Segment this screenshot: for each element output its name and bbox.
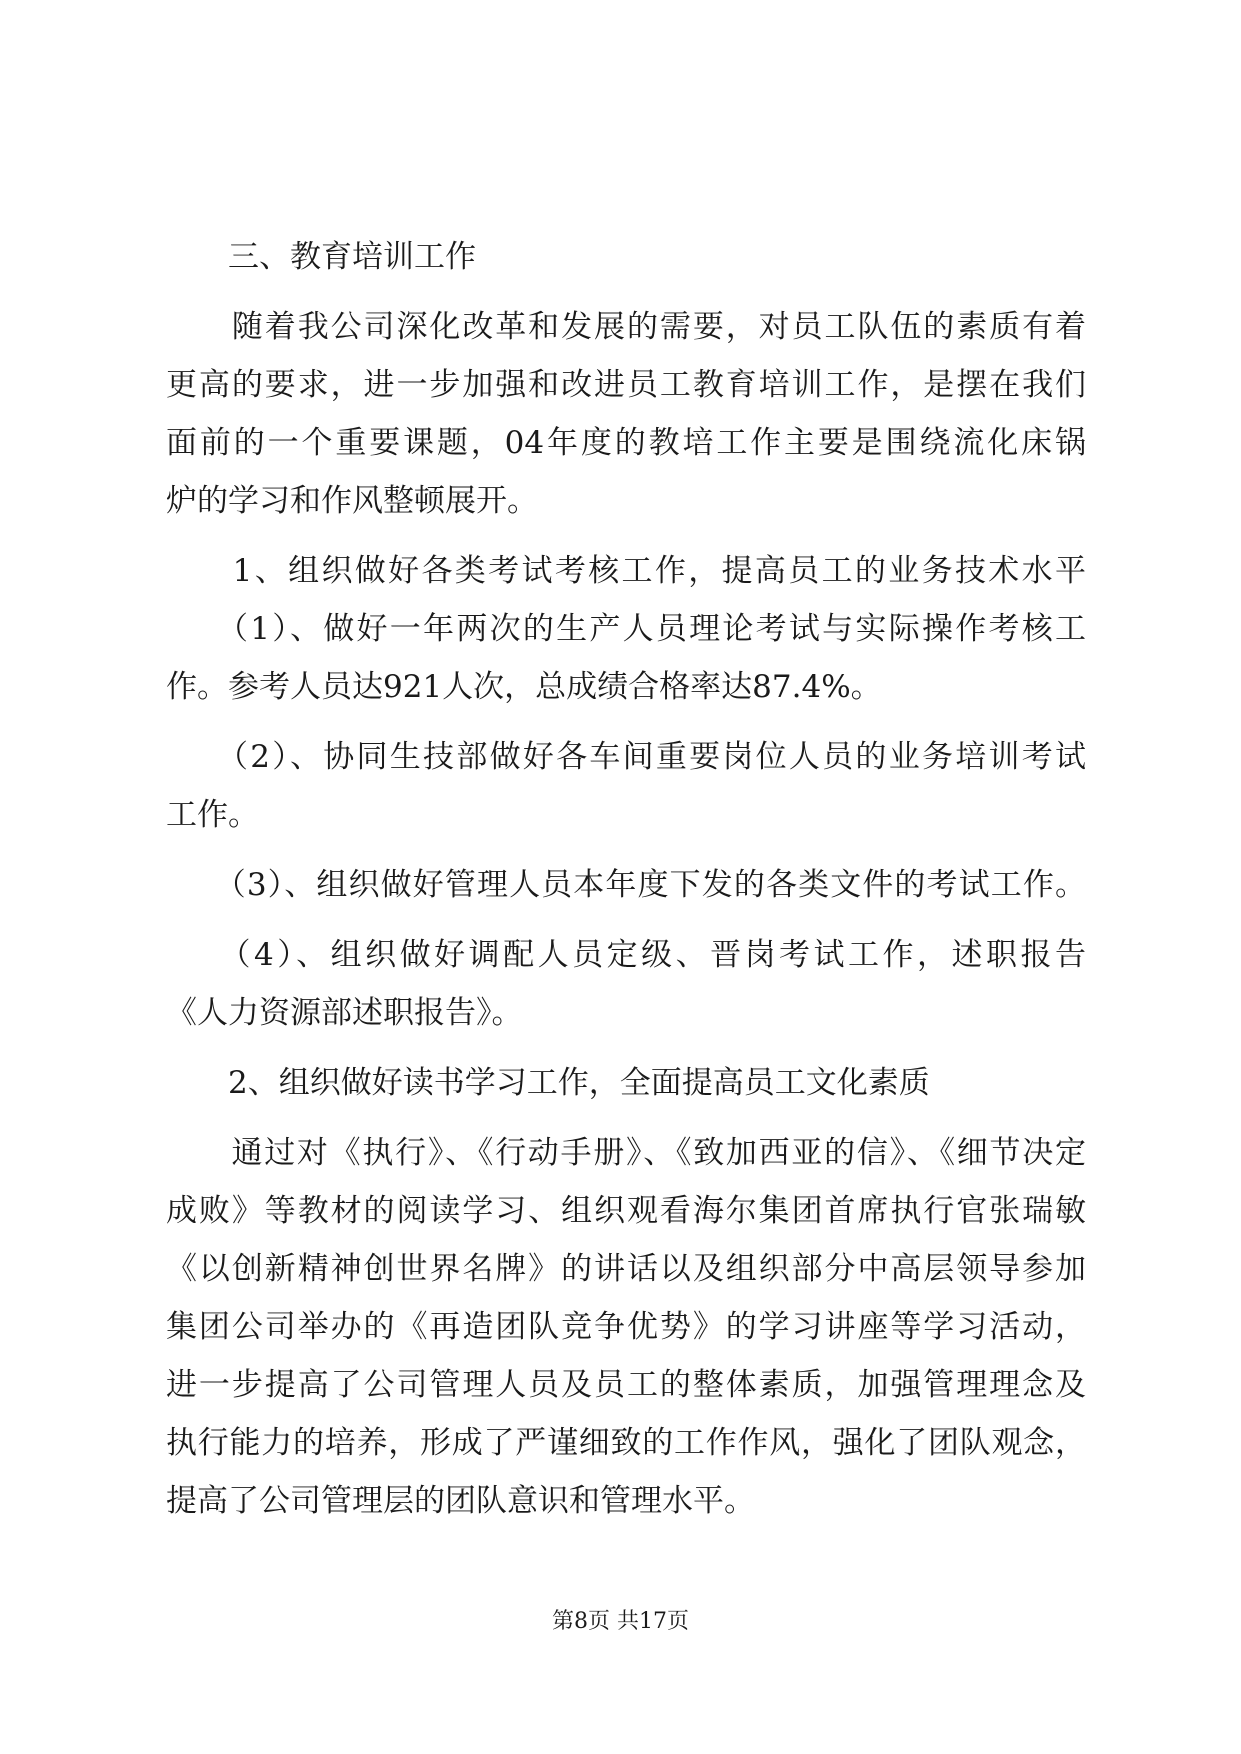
paragraph-line: （2）、协同生技部做好各车间重要岗位人员的业务培训考试 <box>166 739 1086 775</box>
paragraph-line: 进一步提高了公司管理人员及员工的整体素质，加强管理理念及 <box>166 1367 1086 1403</box>
paragraph-line: （3）、组织做好管理人员本年度下发的各类文件的考试工作。 <box>166 867 1086 903</box>
spacer <box>166 1042 1086 1054</box>
spacer <box>166 844 1086 856</box>
spacer <box>166 1112 1086 1124</box>
paragraph-line: 通过对《执行》、《行动手册》、《致加西亚的信》、《细节决定 <box>166 1135 1086 1171</box>
paragraph-line: （1）、做好一年两次的生产人员理论考试与实际操作考核工 <box>166 611 1086 647</box>
paragraph-line: 《人力资源部述职报告》。 <box>166 995 523 1031</box>
spacer <box>166 530 1086 542</box>
document-body <box>166 228 1086 1530</box>
paragraph-line: 随着我公司深化改革和发展的需要，对员工队伍的素质有着 <box>166 309 1086 345</box>
paragraph-line: 炉的学习和作风整顿展开。 <box>166 483 538 519</box>
section-heading: 三、教育培训工作 <box>166 239 476 275</box>
spacer <box>166 716 1086 728</box>
paragraph-line: 作。参考人员达921人次，总成绩合格率达87.4%。 <box>166 669 882 705</box>
paragraph-line: 成败》等教材的阅读学习、组织观看海尔集团首席执行官张瑞敏 <box>166 1193 1086 1229</box>
paragraph-line: 更高的要求，进一步加强和改进员工教育培训工作，是摆在我们 <box>166 367 1086 403</box>
paragraph-line: 面前的一个重要课题，04年度的教培工作主要是围绕流化床锅 <box>166 425 1086 461</box>
subheading-line: 2、组织做好读书学习工作，全面提高员工文化素质 <box>166 1065 930 1101</box>
paragraph-line: 集团公司举办的《再造团队竞争优势》的学习讲座等学习活动， <box>166 1309 1086 1345</box>
paragraph-line: （4）、组织做好调配人员定级、晋岗考试工作，述职报告 <box>166 937 1086 973</box>
subheading-line: 1、组织做好各类考试考核工作，提高员工的业务技术水平 <box>166 553 1086 589</box>
page-number-footer: 第8页 共17页 <box>552 1609 689 1634</box>
paragraph-line: 执行能力的培养，形成了严谨细致的工作作风，强化了团队观念， <box>166 1425 1086 1461</box>
paragraph-line: 《以创新精神创世界名牌》的讲话以及组织部分中高层领导参加 <box>166 1251 1086 1287</box>
paragraph-line: 提高了公司管理层的团队意识和管理水平。 <box>166 1483 755 1519</box>
paragraph-line: 工作。 <box>166 797 259 833</box>
spacer <box>166 286 1086 298</box>
spacer <box>166 914 1086 926</box>
